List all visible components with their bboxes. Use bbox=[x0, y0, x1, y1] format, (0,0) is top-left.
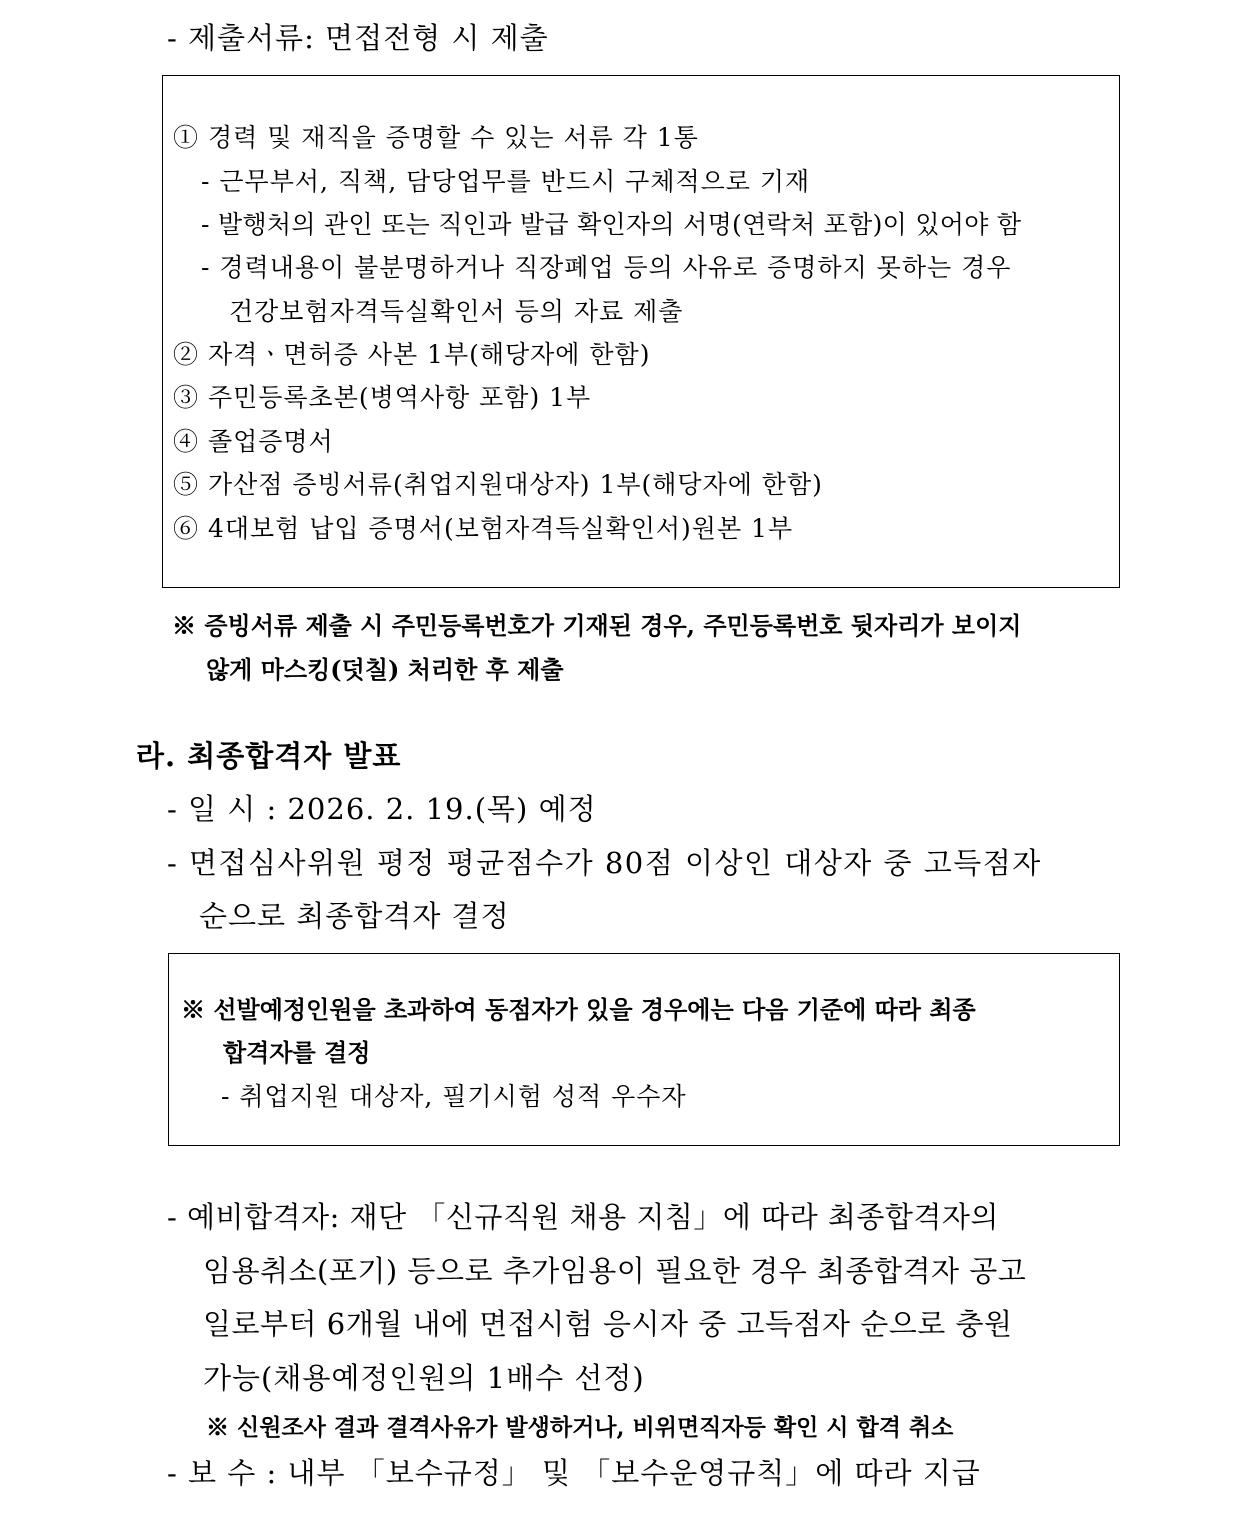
reserve-line-2: 임용취소(포기) 등으로 추가임용이 필요한 경우 최종합격자 공고 bbox=[203, 1254, 1027, 1288]
decision-line-2: 순으로 최종합격자 결정 bbox=[199, 899, 510, 933]
doc-item-6: ⑥ 4대보험 납입 증명서(보험자격득실확인서)원본 1부 bbox=[173, 514, 794, 543]
masking-note-line-1: ※ 증빙서류 제출 시 주민등록번호가 기재된 경우, 주민등록번호 뒷자리가 보이지 bbox=[172, 611, 1022, 640]
doc-item-3: ③ 주민등록초본(병역사항 포함) 1부 bbox=[173, 383, 592, 412]
background-check-note: ※ 신원조사 결과 결격사유가 발생하거나, 비위면직자등 확인 시 합격 취소 bbox=[206, 1414, 954, 1441]
announcement-date-line: - 일 시 : 2026. 2. 19.(목) 예정 bbox=[167, 792, 597, 826]
section-heading: 라. 최종합격자 발표 bbox=[136, 739, 402, 773]
tie-break-line-1: ※ 선발예정인원을 초과하여 동점자가 있을 경우에는 다음 기준에 따라 최종 bbox=[181, 995, 976, 1024]
submission-docs-line: - 제출서류: 면접전형 시 제출 bbox=[167, 21, 549, 55]
reserve-line-1: - 예비합격자: 재단 「신규직원 채용 지침」에 따라 최종합격자의 bbox=[167, 1200, 999, 1234]
doc-item-4: ④ 졸업증명서 bbox=[173, 427, 334, 456]
tie-break-criteria: - 취업지원 대상자, 필기시험 성적 우수자 bbox=[221, 1082, 687, 1111]
required-documents-box bbox=[162, 75, 1120, 588]
decision-line-1: - 면접심사위원 평정 평균점수가 80점 이상인 대상자 중 고득점자 bbox=[167, 846, 1042, 880]
masking-note-line-2: 않게 마스킹(덧칠) 처리한 후 제출 bbox=[206, 655, 564, 684]
doc-item-2: ② 자격ㆍ면허증 사본 1부(해당자에 한함) bbox=[173, 340, 651, 369]
tie-break-line-2: 합격자를 결정 bbox=[223, 1038, 371, 1067]
doc-item-1: ① 경력 및 재직을 증명할 수 있는 서류 각 1통 bbox=[173, 123, 699, 152]
doc-item-1-sub-3-cont: 건강보험자격득실확인서 등의 자료 제출 bbox=[229, 297, 684, 326]
reserve-line-3: 일로부터 6개월 내에 면접시험 응시자 중 고득점자 순으로 충원 bbox=[203, 1307, 1013, 1341]
doc-item-5: ⑤ 가산점 증빙서류(취업지원대상자) 1부(해당자에 한함) bbox=[173, 470, 823, 499]
doc-item-1-sub-2: - 발행처의 관인 또는 직인과 발급 확인자의 서명(연락처 포함)이 있어야 함 bbox=[201, 210, 1022, 239]
tie-break-box bbox=[168, 953, 1120, 1146]
salary-line: - 보 수 : 내부 「보수규정」 및 「보수운영규칙」에 따라 지급 bbox=[167, 1456, 981, 1490]
reserve-line-4: 가능(채용예정인원의 1배수 선정) bbox=[203, 1361, 645, 1395]
doc-item-1-sub-3: - 경력내용이 불분명하거나 직장폐업 등의 사유로 증명하지 못하는 경우 bbox=[201, 253, 1012, 282]
doc-item-1-sub-1: - 근무부서, 직책, 담당업무를 반드시 구체적으로 기재 bbox=[201, 167, 811, 196]
